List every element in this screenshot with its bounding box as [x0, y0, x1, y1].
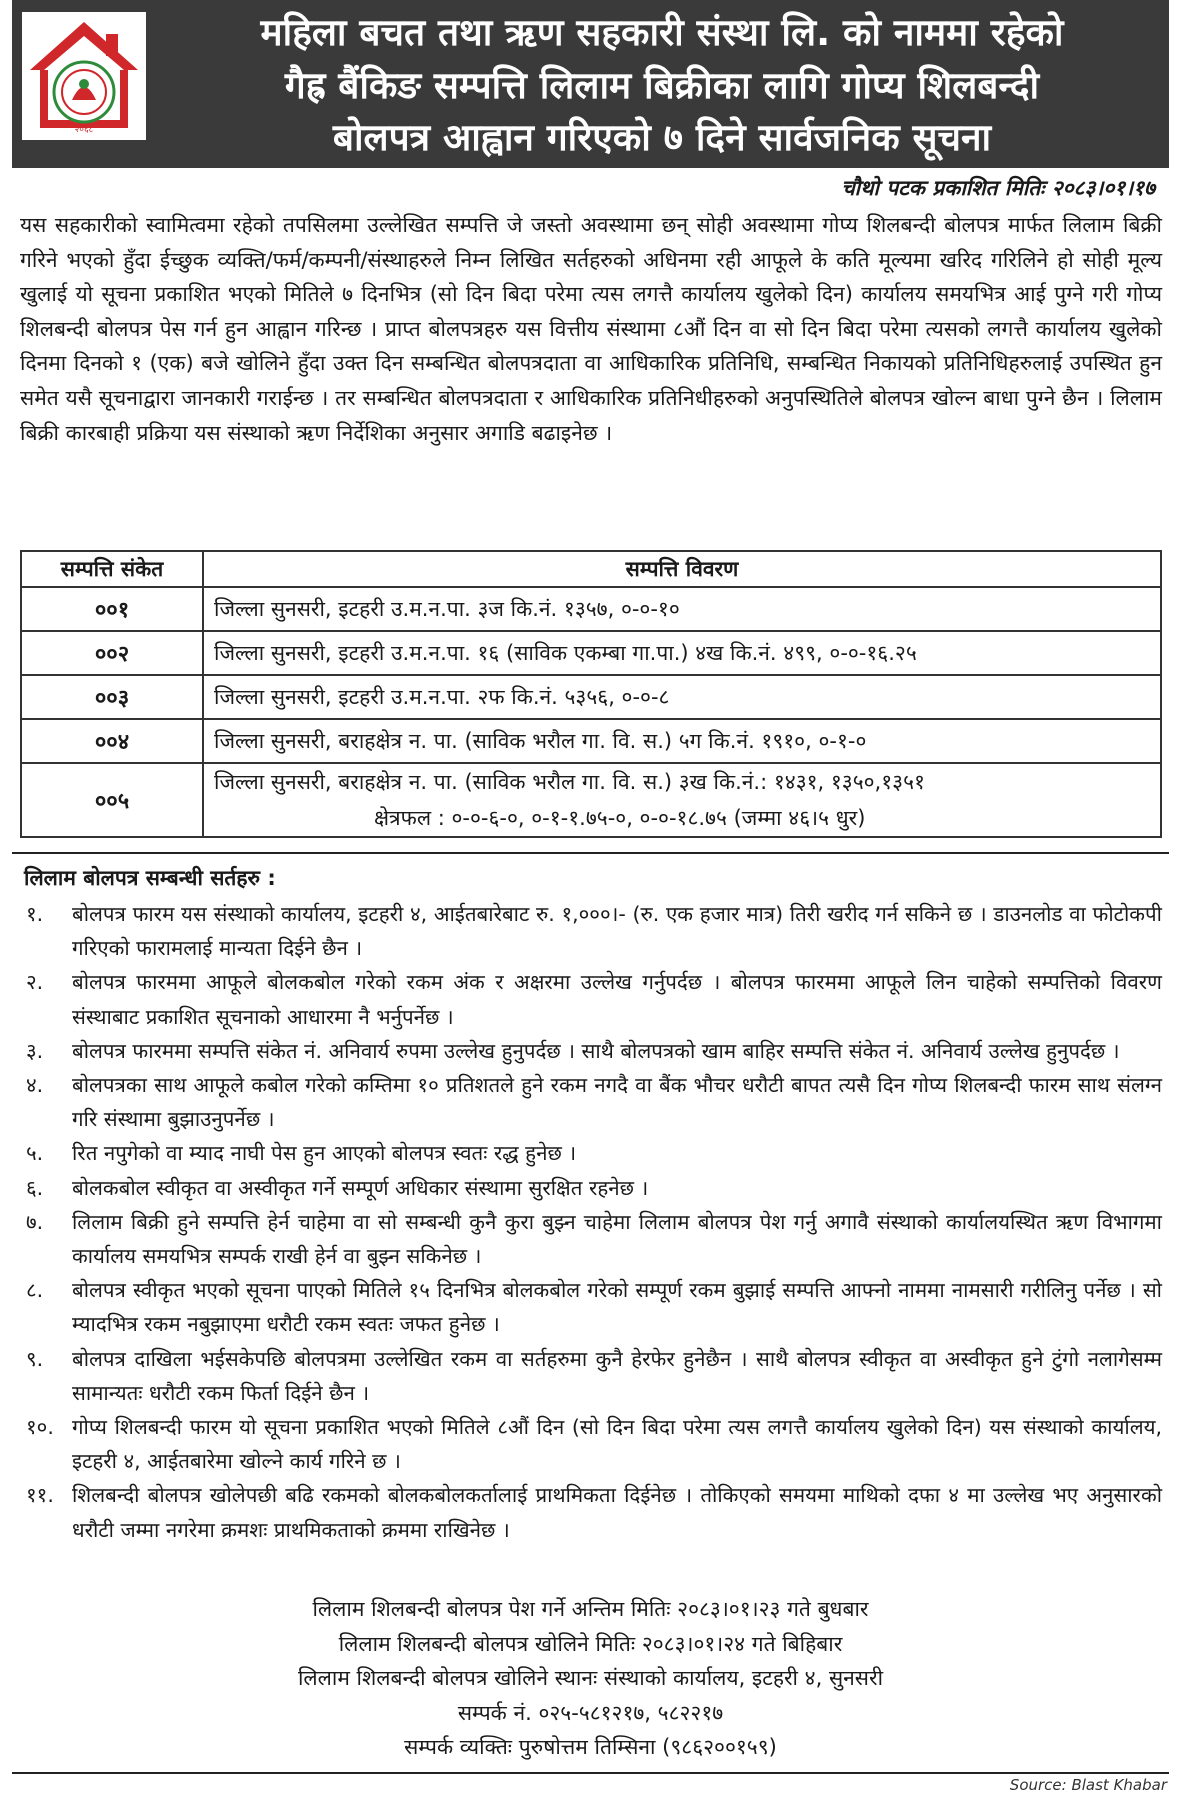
list-item: [20, 897, 1162, 965]
list-item: [20, 1273, 1162, 1341]
table-row: [21, 631, 1161, 675]
terms-list: [20, 897, 1162, 1547]
notice-title: [162, 8, 1162, 163]
asset-code: ००३: [21, 675, 203, 719]
term-number: १.: [26, 902, 44, 926]
house-logo-icon: [22, 12, 146, 140]
term-number: ७.: [26, 1209, 44, 1234]
submission-deadline: लिलाम शिलबन्दी बोलपत्र पेश गर्ने अन्तिम मितिः २०८३।०१।२३ गते बुधबार: [312, 1597, 869, 1621]
list-item: [20, 1068, 1162, 1136]
section-divider: [12, 852, 1169, 854]
asset-code: ००१: [21, 587, 203, 631]
notice-header: [12, 0, 1169, 168]
list-item: [20, 1205, 1162, 1273]
term-number: ४.: [26, 1073, 44, 1098]
table-row: [21, 763, 1161, 837]
term-number: ६.: [26, 1175, 44, 1200]
term-text: बोलपत्रका साथ आफूले कबोल गरेको कम्तिमा १० प्रतिशतले हुने रकम नगदै वा बैंक भौचर धरौटी बापत त्यसै दिन गोप्य शिलबन्दी फारम साथ संलग्न गरि संस्थामा बुझाउनुपर्नेछ ।: [72, 1073, 1162, 1132]
term-number: ९.: [26, 1346, 44, 1371]
term-text: बोलपत्र दाखिला भईसकेपछि बोलपत्रमा उल्लेखित रकम वा सर्तहरुमा कुनै हेरफेर हुनेछैन । साथै बोलपत्र स्वीकृत वा अस्वीकृत हुने टुंगो नलागेसम्म सामान्यतः धरौटी रकम फिर्ता दिईने छैन ।: [72, 1346, 1162, 1405]
list-item: [20, 1410, 1162, 1478]
contact-person: सम्पर्क व्यक्तिः पुरुषोत्तम तिम्सिना (९८६२००१५९): [404, 1735, 777, 1759]
intro-text: यस सहकारीको स्वामित्वमा रहेको तपसिलमा उल्लेखित सम्पत्ति जे जस्तो अवस्थामा छन् सोही अवस्थामा गोप्य शिलबन्दी बोलपत्र मार्फत लिलाम बिक्री गरिने भएको हुँदा ईच्छुक व्यक्ति/फर्म/कम्पनी/संस्थाहरुले निम्न लिखित सर्तहरुको अधिनमा रही आफूले के कति मूल्यमा खरिद गरिलिने हो सोही मूल्य खुलाई यो सूचना प्रकाशित भएको मितिले ७ दिनभित्र (सो दिन बिदा परेमा त्यस लगत्तै कार्यालय खुलेको दिन) कार्यालय समयभित्र आई पुग्ने गरी गोप्य शिलबन्दी बोलपत्र पेस गर्न हुन आह्वान गरिन्छ । प्राप्त बोलपत्रहरु यस वित्तीय संस्थामा ८औं दिन वा सो दिन बिदा परेमा त्यसको लगत्तै कार्यालय खुलेको दिनमा दिनको १ (एक) बजे खोलिने हुँदा उक्त दिन सम्बन्धित बोलपत्रदाता वा आधिकारिक प्रतिनिधि, सम्बन्धित निकायको प्रतिनिधिहरुलाई उपस्थित हुन समेत यसै सूचनाद्वारा जानकारी गराईन्छ । तर सम्बन्धित बोलपत्रदाता र आधिकारिक प्रतिनिधीहरुको अनुपस्थितिले बोलपत्र खोल्न बाधा पुग्ने छैन । लिलाम बिक्री कारबाही प्रक्रिया यस संस्थाको ऋण निर्देशिका अनुसार अगाडि बढाइनेछ ।: [20, 213, 1162, 445]
term-text: बोलपत्र फारममा सम्पत्ति संकेत नं. अनिवार्य रुपमा उल्लेख हुनुपर्दछ । साथै बोलपत्रको खाम बाहिर सम्पत्ति संकेत नं. अनिवार्य उल्लेख हुनुपर्दछ ।: [72, 1038, 1120, 1063]
asset-description: जिल्ला सुनसरी, बराहक्षेत्र न. पा. (साविक भरौल गा. वि. स.) ५ग कि.नं. १९१०, ०-१-०: [203, 719, 1161, 763]
table-row: [21, 675, 1161, 719]
term-text: बोलपत्र फारम यस संस्थाको कार्यालय, इटहरी ४, आईतबारेबाट रु. १,०००।- (रु. एक हजार मात्र) तिरी खरीद गर्न सकिने छ । डाउनलोड वा फोटोकपी गरिएको फारामलाई मान्यता दिईने छैन ।: [72, 902, 1162, 961]
col-header-description: सम्पत्ति विवरण: [203, 551, 1161, 587]
list-item: [20, 1478, 1162, 1546]
asset-area-line: क्षेत्रफल : ०-०-६-०, ०-१-१.७५-०, ०-०-१८.७५ (जम्मा ४६।५ धुर): [374, 806, 866, 830]
asset-description: जिल्ला सुनसरी, इटहरी उ.म.न.पा. ३ज कि.नं. १३५७, ०-०-१०: [203, 587, 1161, 631]
bottom-divider: [12, 1772, 1169, 1774]
term-text: शिलबन्दी बोलपत्र खोलेपछी बढि रकमको बोलकबोलकर्तालाई प्राथमिकता दिईनेछ । तोकिएको समयमा माथिको दफा ४ मा उल्लेख भए अनुसारको धरौटी जम्मा नगरेमा क्रमशः प्राथमिकताको क्रममा राखिनेछ ।: [72, 1483, 1162, 1542]
asset-description-line-1: जिल्ला सुनसरी, बराहक्षेत्र न. पा. (साविक भरौल गा. वि. स.) ३ख कि.नं.: १४३१, १३५०,१३५१: [214, 770, 925, 794]
contact-number: सम्पर्क नं. ०२५-५८१२१७, ५८२२१७: [457, 1700, 724, 1725]
asset-description: जिल्ला सुनसरी, इटहरी उ.म.न.पा. १६ (साविक एकम्बा गा.पा.) ४ख कि.नं. ४९९, ०-०-१६.२५: [203, 631, 1161, 675]
table-header-row: [21, 551, 1161, 587]
terms-heading: लिलाम बोलपत्र सम्बन्धी सर्तहरु :: [24, 866, 276, 890]
opening-date: लिलाम शिलबन्दी बोलपत्र खोलिने मितिः २०८३।०१।२४ गते बिहिबार: [338, 1631, 843, 1656]
term-text: गोप्य शिलबन्दी फारम यो सूचना प्रकाशित भएको मितिले ८औं दिन (सो दिन बिदा परेमा त्यस लगत्तै कार्यालय खुलेको दिन) यस संस्थाको कार्यालय, इटहरी ४, आईतबारेमा खोल्ने कार्य गरिने छ ।: [72, 1415, 1162, 1474]
table-row: [21, 719, 1161, 763]
list-item: [20, 1034, 1162, 1068]
term-text: बोलकबोल स्वीकृत वा अस्वीकृत गर्ने सम्पूर्ण अधिकार संस्थामा सुरक्षित रहनेछ ।: [72, 1175, 649, 1200]
cooperative-logo: [22, 12, 146, 140]
source-credit: Source: Blast Khabar: [1009, 1776, 1167, 1794]
list-item: [20, 965, 1162, 1033]
asset-code: ००५: [21, 763, 203, 837]
term-number: २.: [26, 970, 44, 995]
intro-paragraph: [20, 208, 1162, 450]
asset-description: [203, 763, 1161, 837]
asset-description: जिल्ला सुनसरी, इटहरी उ.म.न.पा. २फ कि.नं. ५३५६, ०-०-८: [203, 675, 1161, 719]
title-line-3: बोलपत्र आह्वान गरिएको ७ दिने सार्वजनिक सूचना: [332, 116, 992, 159]
term-text: रित नपुगेको वा म्याद नाघी पेस हुन आएको बोलपत्र स्वतः रद्ध हुनेछ ।: [72, 1141, 577, 1166]
term-number: ५.: [26, 1141, 44, 1166]
asset-code: ००४: [21, 719, 203, 763]
table-row: [21, 587, 1161, 631]
list-item: [20, 1171, 1162, 1205]
list-item: [20, 1342, 1162, 1410]
publish-date: चौथो पटक प्रकाशित मितिः २०८३।०१।१७: [841, 176, 1155, 200]
term-number: ८.: [26, 1278, 44, 1303]
term-text: बोलपत्र फारममा आफूले बोलकबोल गरेको रकम अंक र अक्षरमा उल्लेख गर्नुपर्दछ । बोलपत्र फारममा आफूले लिन चाहेको सम्पत्तिको विवरण संस्थाबाट प्रकाशित सूचनाको आधारमा नै भर्नुपर्नेछ ।: [72, 970, 1162, 1029]
logo-year: २०६८: [74, 125, 94, 135]
term-number: ३.: [26, 1038, 44, 1063]
list-item: [20, 1136, 1162, 1170]
notice-footer: [12, 1592, 1169, 1765]
opening-location: लिलाम शिलबन्दी बोलपत्र खोलिने स्थानः संस्थाको कार्यालय, इटहरी ४, सुनसरी: [297, 1666, 884, 1690]
term-number: ११.: [26, 1483, 54, 1508]
notice-page: [12, 0, 1169, 1780]
title-line-2: गैह्र बैंकिङ सम्पत्ति लिलाम बिक्रीका लागि गोप्य शिलबन्दी: [284, 63, 1040, 107]
term-text: लिलाम बिक्री हुने सम्पत्ति हेर्न चाहेमा वा सो सम्बन्धी कुनै कुरा बुझ्न चाहेमा लिलाम बोलपत्र पेश गर्नु अगावै संस्थाको कार्यालयस्थित ऋण विभागमा कार्यालय समयभित्र सम्पर्क राखी हेर्न वा बुझ्न सकिनेछ ।: [72, 1209, 1162, 1269]
assets-table: [20, 550, 1162, 838]
title-line-1: महिला बचत तथा ऋण सहकारी संस्था लि. को नाममा रहेको: [260, 11, 1064, 54]
term-number: १०.: [26, 1415, 54, 1440]
term-text: बोलपत्र स्वीकृत भएको सूचना पाएको मितिले १५ दिनभित्र बोलकबोल गरेको सम्पूर्ण रकम बुझाई सम्पत्ति आफ्नो नाममा नामसारी गरीलिनु पर्नेछ । सो म्यादभित्र रकम नबुझाएमा धरौटी रकम स्वतः जफत हुनेछ ।: [72, 1278, 1162, 1337]
asset-code: ००२: [21, 631, 203, 675]
col-header-code: सम्पत्ति संकेत: [21, 551, 203, 587]
